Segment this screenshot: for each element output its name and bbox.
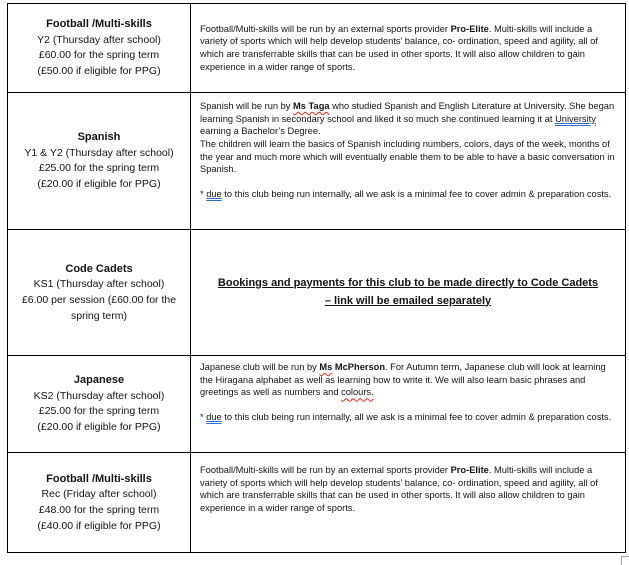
- club-title: Japanese: [73, 374, 125, 387]
- description-text: who studied Spanish and English Literature at University. She began learning Spanish in secondary school and liked it so much she continued learning it at: [200, 101, 615, 124]
- table-row-code-cadets: [8, 230, 626, 356]
- club-ppg-price: (£50.00 if eligible for PPG): [37, 65, 161, 78]
- club-title: Spanish: [77, 131, 121, 144]
- club-schedule: KS1 (Thursday after school): [33, 278, 165, 291]
- description-text: Football/Multi-skills will be run by an external sports provider: [200, 465, 451, 475]
- club-schedule: KS2 (Thursday after school): [33, 389, 165, 402]
- teacher-title-spellcheck: Ms: [319, 362, 333, 372]
- booking-notice-line: – link will be emailed separately: [324, 294, 492, 307]
- teacher-name: McPherson: [332, 362, 386, 372]
- provider-name: Pro-Elite: [450, 465, 489, 475]
- spellcheck-flagged-word: colours.: [341, 387, 374, 398]
- description-paragraph: [200, 100, 616, 138]
- description-cell-football-y2: [191, 4, 626, 93]
- description-text: Spanish will be run by: [200, 101, 294, 111]
- description-paragraph: [200, 361, 616, 399]
- teacher-name-spellcheck: Ms Taga: [293, 101, 330, 111]
- description-paragraph: [200, 23, 616, 74]
- club-title: Code Cadets: [65, 262, 133, 275]
- fee-note-paragraph: [200, 188, 616, 201]
- description-paragraph: [200, 138, 616, 176]
- club-price: £25.00 for the spring term: [38, 162, 160, 175]
- description-text: earning a Bachelor’s Degree.: [200, 126, 321, 137]
- club-title: Football /Multi-skills: [46, 472, 152, 485]
- grammar-flagged-word: University: [555, 113, 596, 124]
- club-cell-code-cadets: [8, 230, 191, 356]
- page-corner-mark: [621, 556, 629, 565]
- clubs-table: [7, 3, 626, 553]
- description-text: Football/Multi-skills will be run by an external sports provider: [200, 23, 451, 34]
- table-row-japanese: [8, 356, 626, 453]
- table-row-football-y2: [8, 4, 626, 93]
- description-text: Japanese club will be run by: [200, 362, 320, 372]
- table-row-spanish: [8, 93, 626, 230]
- description-cell-code-cadets: [191, 230, 626, 356]
- description-cell-japanese: [191, 356, 626, 453]
- club-ppg-price: (£40.00 if eligible for PPG): [37, 519, 161, 532]
- club-price: £48.00 for the spring term: [38, 503, 160, 516]
- description-text: . For Autumn term, Japanese club will look at learning the Hiragana alphabet as well as learning how to write it. We will also learn basic phrases and greetings as well as numbers and: [200, 362, 606, 398]
- club-price: £60.00 for the spring term: [38, 49, 160, 62]
- club-price: £6.00 per session (£60.00 for the spring term): [21, 293, 177, 322]
- note-text: *: [200, 188, 207, 199]
- club-cell-japanese: [8, 356, 191, 453]
- provider-name: Pro-Elite: [450, 23, 489, 34]
- note-text: to this club being run internally, all we ask is a minimal fee to cover admin & preparation costs.: [221, 188, 612, 199]
- club-schedule: Y2 (Thursday after school): [37, 33, 161, 46]
- grammar-flagged-word: due: [206, 411, 222, 422]
- club-cell-spanish: [8, 93, 191, 230]
- club-ppg-price: (£20.00 if eligible for PPG): [37, 178, 161, 191]
- description-paragraph: [200, 464, 616, 515]
- description-cell-spanish: [191, 93, 626, 230]
- note-text: to this club being run internally, all we ask is a minimal fee to cover admin & preparation costs.: [221, 411, 612, 422]
- description-text: The children will learn the basics of Spanish including numbers, colors, days of the week, months of the year and much more which will eventually enable them to be able to have a basic conversation in Spanish.: [200, 138, 615, 175]
- club-cell-football-y2: [8, 4, 191, 93]
- description-cell-football-rec: [191, 453, 626, 553]
- booking-notice: [200, 275, 616, 310]
- club-schedule: Rec (Friday after school): [41, 488, 157, 501]
- table-row-football-rec: [8, 453, 626, 553]
- fee-note-paragraph: [200, 411, 616, 424]
- club-ppg-price: (£20.00 if eligible for PPG): [37, 421, 161, 434]
- booking-notice-line: Bookings and payments for this club to be made directly to Code Cadets: [217, 276, 599, 289]
- club-schedule: Y1 & Y2 (Thursday after school): [24, 146, 174, 159]
- club-title: Football /Multi-skills: [46, 18, 152, 31]
- grammar-flagged-word: due: [206, 188, 222, 199]
- description-text: . Multi-skills will include a variety of sports which will help develop students’ balance, co- ordination, speed and agility, all of which are transferrable skills that can be used in other sports. It will also allow children to gain experience in a wider range of sports.: [200, 465, 598, 513]
- club-price: £25.00 for the spring term: [38, 405, 160, 418]
- description-text: . Multi-skills will include a variety of sports which will help develop students’ balance, co- ordination, speed and agility, all of which are transferrable skills that can be used in other sports. It will also allow children to gain experience in a wider range of sports.: [200, 23, 598, 72]
- club-cell-football-rec: [8, 453, 191, 553]
- note-text: *: [200, 411, 207, 422]
